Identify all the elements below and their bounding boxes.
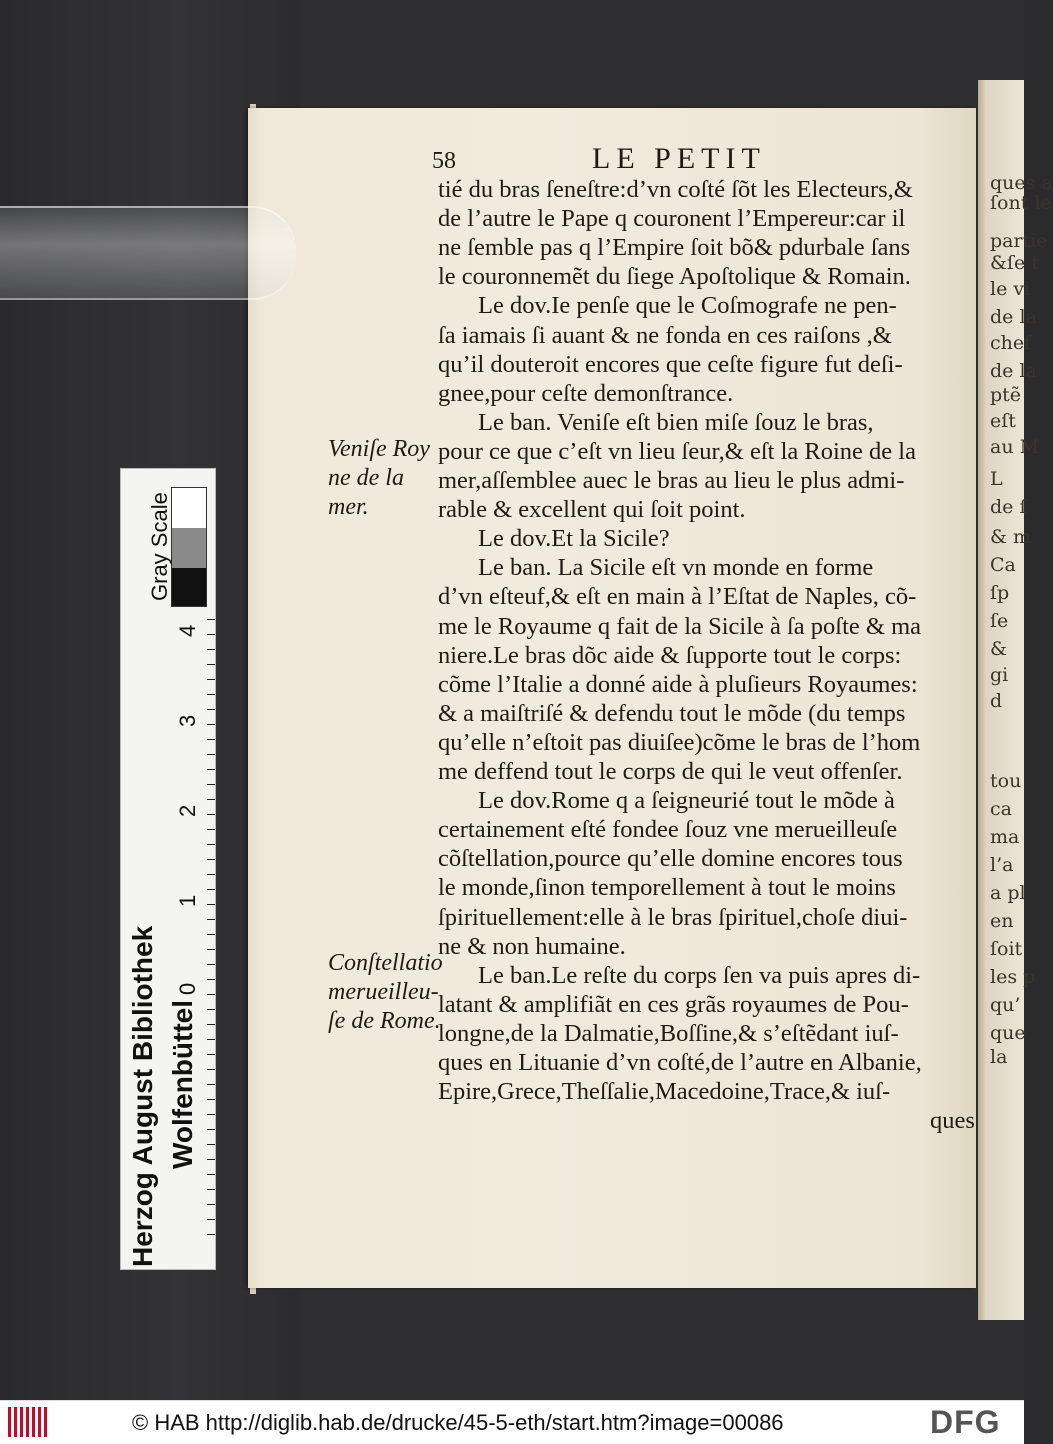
facing-page-fragment: d <box>990 690 1003 712</box>
text-line: qu’il douteroit encores que ceſte figure fut deſi- <box>438 350 903 378</box>
text-line: rable & excellent qui ſoit point. <box>438 496 746 524</box>
ruler-number: 2 <box>175 804 200 817</box>
text-line: latant & amplifiãt en ces grãs royaumes de Pou- <box>438 990 909 1018</box>
text-line: & a maiſtriſé & defendu tout le mõde (du temps <box>438 699 906 727</box>
facing-page-fragment: L <box>990 468 1003 490</box>
library-name-line1: Herzog August Bibliothek <box>127 925 158 1267</box>
marginal-note-line: mer. <box>328 494 369 520</box>
hab-logo-icon <box>8 1407 48 1437</box>
text-line: Le ban. Veniſe eſt bien miſe ſouz le bras, <box>478 408 874 436</box>
text-line: longne,de la Dalmatie,Boſſine,& s’eſtẽdant iuſ- <box>438 1019 899 1047</box>
marginal-note-line: ne de la <box>328 465 404 491</box>
text-line: cõme l’Italie a donné aide à pluſieurs Royaumes: <box>438 670 918 698</box>
facing-page-fragment: ſe <box>990 610 1009 632</box>
text-line: pour ce que c’eſt vn lieu ſeur,& eſt la Roine de la <box>438 437 916 465</box>
marginal-note-line: Veniſe Roy <box>328 436 430 462</box>
facing-page-fragment: de ſ <box>990 496 1027 518</box>
text-line: qu’elle n’eſtoit pas diuiſee)cõme le bras de l’hom <box>438 728 921 756</box>
text-line: mer,aſſemblee auec le bras au lieu le plus admi- <box>438 467 905 494</box>
library-name-line2: Wolfenbüttel <box>167 999 198 1169</box>
text-line: Le dov.Et la Sicile? <box>478 525 670 553</box>
facing-page-fragment: ca <box>990 798 1012 820</box>
color-scale-ruler <box>120 468 216 1270</box>
ruler-number: 4 <box>175 624 200 637</box>
plexiglass-clip <box>0 206 296 300</box>
text-line: de l’autre le Pape q couronent l’Empereur:car il <box>438 205 906 233</box>
ruler-number: 0 <box>175 982 200 995</box>
facing-page-fragment: la <box>990 1046 1008 1068</box>
facing-page-fragment: que <box>990 1022 1026 1044</box>
text-line: le monde,ſinon temporellement à tout le moins <box>438 874 896 902</box>
text-line: Le ban.Le reſte du corps ſen va puis apres di- <box>478 961 921 989</box>
ruler-ticks <box>207 619 215 1239</box>
ruler-number: 3 <box>175 714 200 727</box>
text-line: ques en Lituanie d’vn coſté,de l’autre en Albanie, <box>438 1049 922 1076</box>
text-line: ne ſemble pas q l’Empire ſoit bõ& pdurbale ſans <box>438 234 911 262</box>
text-line: ſa iamais ſi auant & ne fonda en ces raiſons ,& <box>438 321 892 349</box>
text-line: tié du bras ſeneſtre:d’vn coſté ſõt les Electeurs,& <box>438 176 913 203</box>
facing-page-fragment: Ca <box>990 554 1016 576</box>
facing-page-fragment: au M <box>990 436 1040 458</box>
facing-page-fragment: chef <box>990 332 1032 354</box>
marginal-note-line: ſe de Rome. <box>328 1008 441 1034</box>
facing-page-fragment: l’a <box>990 854 1014 876</box>
text-line: le couronnemẽt du ſiege Apoſtolique & Romain. <box>438 263 911 291</box>
facing-page-fragment: gi <box>990 664 1009 686</box>
text-line: me deffend tout le corps de qui le veut offenſer. <box>438 758 903 785</box>
footer-bar <box>0 1400 1024 1444</box>
facing-page-fragment: tou <box>990 770 1022 792</box>
running-title: LE PETIT <box>592 142 766 175</box>
text-line: cõſtellation,pource qu’elle domine encores tous <box>438 845 903 873</box>
text-line: d’vn eſteuf,& eſt en main à l’Eſtat de Naples, cõ- <box>438 583 917 611</box>
facing-page-edge <box>978 80 1053 1320</box>
text-line: Le ban. La Sicile eſt vn monde en forme <box>478 554 874 582</box>
facing-page-fragment: en <box>990 910 1014 932</box>
text-line: ne & non humaine. <box>438 932 626 960</box>
text-line: niere.Le bras dõc aide & ſupporte tout le corps: <box>438 641 902 669</box>
gray-scale-label: Gray Scale <box>147 492 172 601</box>
facing-page-fragment: ptẽ <box>990 384 1022 406</box>
text-line: ſpirituellement:elle à le bras ſpirituel,choſe diui- <box>438 903 908 931</box>
facing-page-fragment: ſont le <box>990 192 1052 214</box>
footer-credit: © HAB http://diglib.hab.de/drucke/45-5-eth/start.htm?image=00086 <box>132 1410 784 1435</box>
facing-page-fragment: ſp <box>990 582 1010 604</box>
text-line: gnee,pour ceſte demonſtrance. <box>438 379 734 407</box>
facing-page-fragment: les p <box>990 966 1036 988</box>
facing-page-fragment: de la <box>990 306 1037 328</box>
catchword: ques <box>930 1107 975 1135</box>
facing-page-fragment: partie <box>990 230 1048 252</box>
facing-page-fragment: qu’ <box>990 994 1021 1016</box>
page-number: 58 <box>432 148 456 174</box>
facing-page-fragment: a pl <box>990 882 1026 904</box>
facing-page-fragment: ſoit <box>990 938 1023 960</box>
text-line: certainement eſté fondee ſouz vne merueilleuſe <box>438 816 898 844</box>
facing-page-fragment: ques a <box>990 172 1053 194</box>
facing-page-fragment: & <box>990 638 1007 660</box>
facing-page-fragment: &ſe t <box>990 252 1039 274</box>
facing-page-fragment: eſt <box>990 410 1016 432</box>
text-line: Epire,Grece,Theſſalie,Macedoine,Trace,& iuſ- <box>438 1078 891 1106</box>
ruler-number: 1 <box>175 894 200 907</box>
text-line: Le dov.Ie penſe que le Coſmografe ne pen- <box>478 292 897 320</box>
facing-page-fragment: de la <box>990 360 1037 382</box>
facing-page-fragment: ma <box>990 826 1020 848</box>
text-line: me le Royaume q fait de la Sicile à ſa poſte & ma <box>438 612 922 640</box>
facing-page-fragment: le vi <box>990 278 1031 300</box>
text-line: Le dov.Rome q a ſeigneurié tout le mõde à <box>478 787 895 815</box>
marginal-note-line: merueilleu- <box>328 979 439 1005</box>
dfg-logo: DFG <box>930 1404 1001 1440</box>
marginal-note-line: Conſtellatio <box>328 950 443 976</box>
facing-page-fragment: & m <box>990 526 1031 548</box>
gray-scale-patch <box>171 487 207 607</box>
